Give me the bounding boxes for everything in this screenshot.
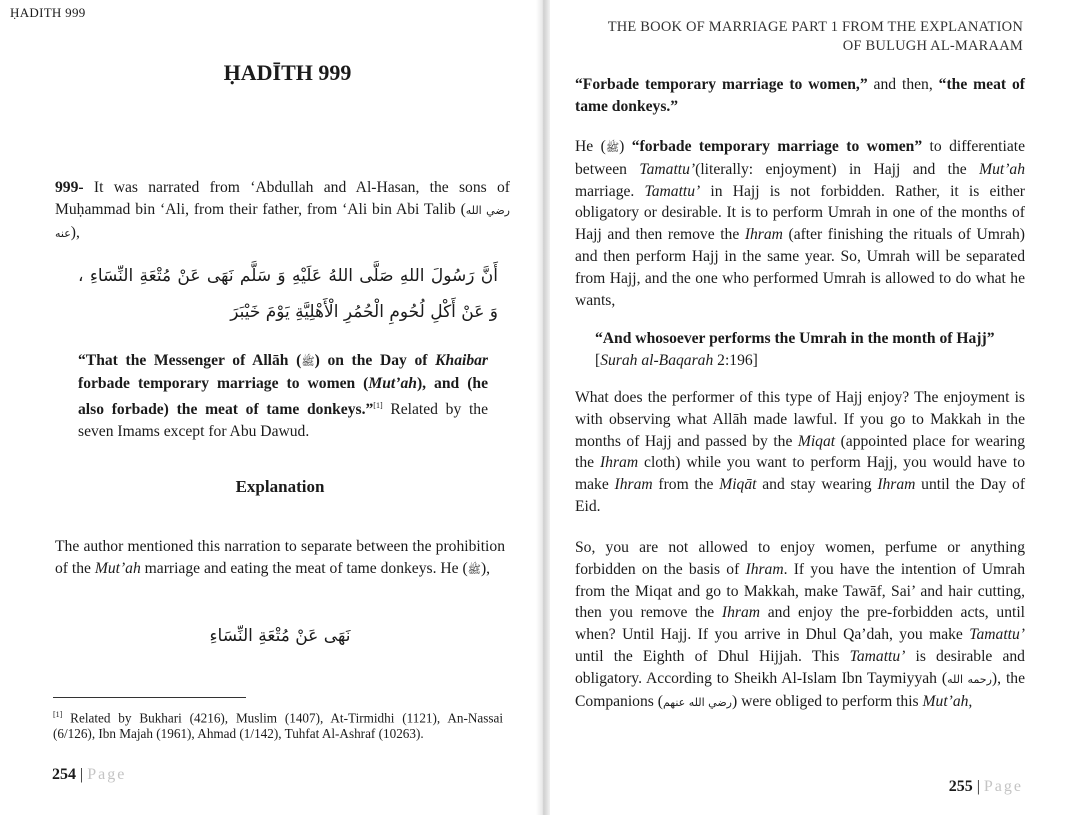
section-heading: Explanation [235, 477, 325, 496]
honorific-glyph: رضي الله عنه [55, 203, 510, 240]
text-segment: and stay wearing [756, 476, 878, 494]
quran-quote [595, 328, 1005, 372]
text-segment: Tamattu’ [644, 182, 701, 200]
running-header-line2: OF BULUGH AL-MARAAM [842, 38, 1023, 54]
text-segment: (after finishing the rituals of Umrah) and then perform Hajj in the same year. So, Umrah will be separated from Hajj, and the one who performed Umrah is allowed to do what he wants, [575, 226, 1025, 309]
text-segment: Mut’ah [94, 559, 141, 577]
explanation-paragraph [55, 536, 505, 581]
honorific-glyph: ﷺ [301, 355, 315, 368]
text-segment: The author mentioned this narration to separate between the prohibition of the [55, 538, 505, 577]
paragraph-2 [575, 136, 1025, 311]
text-segment: It was narrated from ‘Abdullah and Al-Hasan, the sons of Muḥammad bin ‘Ali, from their father, from ‘Ali bin Abi Talib ( [55, 179, 510, 218]
text-segment: Ihram [721, 604, 761, 622]
text-segment: Miqat [797, 432, 836, 450]
running-header [608, 18, 1023, 56]
narration-paragraph [55, 177, 510, 244]
text-segment: is desirable and obligatory. According to Sheikh Al-Islam Ibn Taymiyyah ( [575, 647, 1025, 687]
text-segment: Ihram [877, 476, 916, 494]
text-segment: ), [70, 223, 80, 241]
honorific-glyph: ﷺ [467, 562, 481, 576]
text-segment: and then, [867, 76, 939, 93]
text-segment: ) [619, 138, 632, 155]
text-segment: 2:196] [713, 351, 758, 369]
text-segment: “forbade temporary marriage to women” [631, 138, 923, 155]
text-segment: Ihram [599, 454, 639, 472]
running-header-line1: THE BOOK OF MARRIAGE PART 1 FROM THE EXPLANATION [607, 19, 1023, 35]
translation-paragraph [78, 350, 488, 442]
text-segment: Related by the seven Imams except for Abu Dawud. [78, 400, 488, 440]
right-page [545, 0, 1083, 815]
emphasis [368, 375, 417, 392]
text-segment: [ [595, 351, 601, 369]
text-segment: ), and (he also forbade) the meat of tame donkeys.” [78, 374, 488, 418]
honorific-glyph: رضي الله عنهم [662, 695, 732, 709]
text-segment: from the [652, 476, 720, 494]
text-segment: “That the Messenger of Allāh ( [78, 352, 302, 369]
text-segment: What does the performer of this type of Hajj enjoy? The enjoyment is with observing what Allāh made lawful. If you go to Makkah in the months of Hajj and passed by the [575, 389, 1025, 450]
text-segment: Tamattu’ [969, 626, 1025, 644]
text-segment: (literally: enjoyment) in Hajj and the [695, 160, 980, 178]
text-segment: He ( [575, 138, 606, 155]
page-number-value: 254 [52, 766, 76, 783]
page-label: Page [87, 766, 127, 783]
text-segment: Ihram [614, 476, 653, 494]
arabic-hadith-text: أَنَّ رَسُولَ اللهِ صَلَّى اللهُ عَلَيْهِ وَ سَلَّم نَهَى عَنْ مُتْعَةِ النِّسَاءِ ، وَ عَنْ أَكْلِ لُحُومِ الْحُمُرِ الْأَهْلِيَّةِ يَوْمَ خَيْبَرَ [78, 266, 498, 322]
running-header: ḤADITH 999 [10, 5, 86, 20]
honorific-glyph: ﷺ [605, 141, 620, 154]
text-segment: Mut’ah, [922, 692, 973, 710]
footnote [53, 707, 503, 742]
text-segment: cloth) while you want to perform Hajj, you would have to make [575, 454, 1025, 494]
footnote-marker: [1] [373, 400, 383, 410]
text-segment: Ihram [745, 560, 784, 578]
honorific-glyph: رحمه الله [947, 672, 992, 686]
page-title: ḤADĪTH 999 [223, 60, 352, 85]
page-number: 255 | Page [948, 778, 1023, 795]
arabic-quote: نَهَى عَنْ مُتْعَةِ النِّسَاءِ [209, 626, 351, 646]
text-segment: until the Eighth of Dhul Hijjah. This [575, 647, 850, 665]
text-segment: ), [480, 559, 491, 577]
text-segment: and enjoy the pre-forbidden acts, until when? Until Hajj. If you arrive in Dhul Qa’dah, you make [575, 604, 1025, 644]
text-segment: ), the Companions ( [575, 669, 1025, 710]
text-segment: until the Day of Eid. [575, 476, 1026, 515]
text-segment: Related by Bukhari (4216), Muslim (1407), At-Tirmidhi (1121), An-Nassai (6/126), Ibn Majah (1961), Ahmad (1/142), Tuhfat Al-Ashraf (10263). [53, 710, 503, 742]
text-segment: Ihram [744, 226, 783, 244]
text-segment: Mut’ah [368, 374, 417, 392]
book-gutter [536, 0, 550, 815]
text-segment: to differentiate between [575, 138, 1026, 178]
emphasis [435, 352, 488, 369]
paragraph-4 [575, 537, 1025, 713]
text-segment: . If you have the intention of Umrah from the Miqat and go to Makkah, make Tawāf, Sai’ and hair cutting, then you remove the [575, 560, 1025, 622]
footnote-marker: [1] [53, 710, 63, 719]
text-segment: “And whosoever performs the Umrah in the month of Hajj” [595, 330, 995, 347]
text-segment: So, you are not allowed to enjoy women, perfume or anything forbidden on the basis of [575, 539, 1025, 578]
paragraph-1 [575, 74, 1025, 118]
page-number: 254 | Page [52, 766, 127, 783]
text-segment: Tamattu’ [849, 647, 906, 665]
text-segment: Tamattu’ [639, 160, 696, 178]
page-number-value: 255 [948, 778, 973, 795]
text-segment: ) were obliged to perform this [731, 692, 923, 710]
text-segment: Mut’ah [979, 160, 1025, 178]
text-segment: marriage and eating the meat of tame donkeys. He ( [140, 559, 468, 577]
text-segment: in Hajj is not forbidden. Rather, it is either obligatory or desirable. It is to perform Umrah in one of the months of Hajj and then remove the [575, 182, 1025, 244]
text-segment: “Forbade temporary marriage to women,” [575, 76, 868, 93]
text-segment: ) on the Day of [314, 352, 436, 369]
text-segment: forbade temporary marriage to women ( [78, 374, 369, 392]
text-segment: “the meat of tame donkeys.” [575, 76, 1025, 115]
paragraph-3 [575, 387, 1025, 518]
text-segment: marriage. [575, 182, 645, 200]
text-segment: Khaibar [435, 352, 488, 369]
text-segment: Surah al-Baqarah [600, 351, 714, 369]
text-segment: (appointed place for wearing the [575, 432, 1026, 472]
text-segment: 999- [55, 179, 84, 196]
text-segment: Miqāt [719, 476, 757, 494]
footnote-divider [53, 697, 246, 698]
page-label: Page [983, 778, 1023, 795]
